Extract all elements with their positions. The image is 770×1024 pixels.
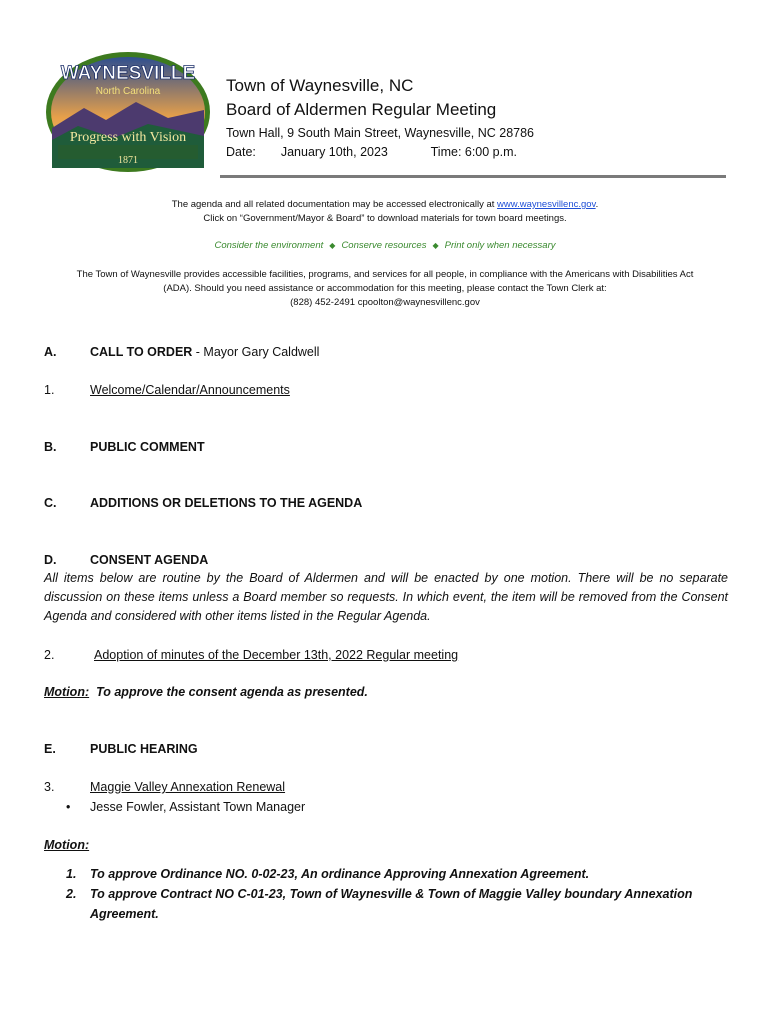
meeting-title: Board of Aldermen Regular Meeting [226,100,497,119]
date-value: January 10th, 2023 [280,145,388,159]
waynesville-logo [44,50,212,174]
eco-item-2: Conserve resources [341,240,427,251]
eco-item-1: Consider the environment [214,240,324,251]
call-to-order-presenter: - Mayor Gary Caldwell [192,345,320,359]
logo-subtitle: North Carolina [95,86,161,97]
diamond-icon: ◆ [329,241,336,250]
section-e-title: PUBLIC HEARING [90,742,198,756]
section-a-title [90,343,319,361]
logo-year: 1871 [118,155,138,166]
consent-description: All items below are routine by the Board of Aldermen and will be enacted by one motion. There will be no separate discussion on these items unless a Board member so requests. In which event, the item will be removed from the Consent Agenda and considered with other items listed in the Regular Agenda. [44,571,728,623]
diamond-icon: ◆ [432,241,439,250]
section-b-title: PUBLIC COMMENT [90,440,205,454]
section-b-label: B. [44,440,57,454]
motion-hearing-label: Motion: [44,838,90,852]
item-1-number: 1. [44,383,55,397]
logo-title: WAYNESVILLE [60,63,196,84]
time-label: Time: 6:00 p.m. [430,145,517,159]
motion-text: To approve the consent agenda as presented. [89,685,368,699]
eco-item-3: Print only when necessary [444,240,556,251]
motion-consent [44,683,368,701]
item-2-number: 2. [44,648,55,662]
call-to-order-heading: CALL TO ORDER [90,345,193,359]
bullet-icon: • [66,800,71,814]
meeting-address: Town Hall, 9 South Main Street, Waynesville, NC 28786 [226,126,535,140]
access-notice-line1 [40,198,730,212]
logo-motto: Progress with Vision [69,130,187,145]
date-label: Date: [226,145,256,159]
motion-label: Motion: [44,685,90,699]
access-notice-line2: Click on “Government/Mayor & Board” to download materials for town board meetings. [203,213,567,224]
item-1-text: Welcome/Calendar/Announcements [90,383,290,397]
motion-hearing-list [66,864,730,924]
section-e-label: E. [44,742,56,756]
access-notice-text: The agenda and all related documentation may be accessed electronically at [171,199,498,210]
eco-message [40,239,730,253]
motion-item-number: 1. [66,867,77,881]
item-3-text: Maggie Valley Annexation Renewal [90,780,286,794]
motion-item-number: 2. [66,887,77,901]
ada-line3: (828) 452-2491 cpoolton@waynesvillenc.gov [290,297,480,308]
meeting-date-time [226,143,517,161]
section-a-label: A. [44,345,57,359]
item-3-presenter: Jesse Fowler, Assistant Town Manager [90,800,306,814]
section-c-title: ADDITIONS OR DELETIONS TO THE AGENDA [90,496,363,510]
section-c-label: C. [44,496,57,510]
ada-line2: (ADA). Should you need assistance or accommodation for this meeting, please contact the Town Clerk at: [163,283,607,294]
section-d-title: CONSENT AGENDA [90,553,209,567]
town-title: Town of Waynesville, NC [226,76,414,95]
ada-line1: The Town of Waynesville provides accessible facilities, programs, and services for all people, in compliance with the Americans with Disabilities Act [76,269,694,280]
item-3-number: 3. [44,780,55,794]
motion-item [66,864,730,884]
section-d-label: D. [44,553,57,567]
header-rule [220,175,726,178]
motion-item-text: To approve Contract NO C-01-23, Town of Waynesville & Town of Maggie Valley boundary Annexation Agreement. [90,887,693,921]
item-2-text: Adoption of minutes of the December 13th, 2022 Regular meeting [94,648,459,662]
motion-item [66,884,730,924]
access-notice-period: . [595,199,599,210]
motion-item-text: To approve Ordinance NO. 0-02-23, An ordinance Approving Annexation Agreement. [90,867,590,881]
website-link[interactable]: www.waynesvillenc.gov [497,199,596,210]
